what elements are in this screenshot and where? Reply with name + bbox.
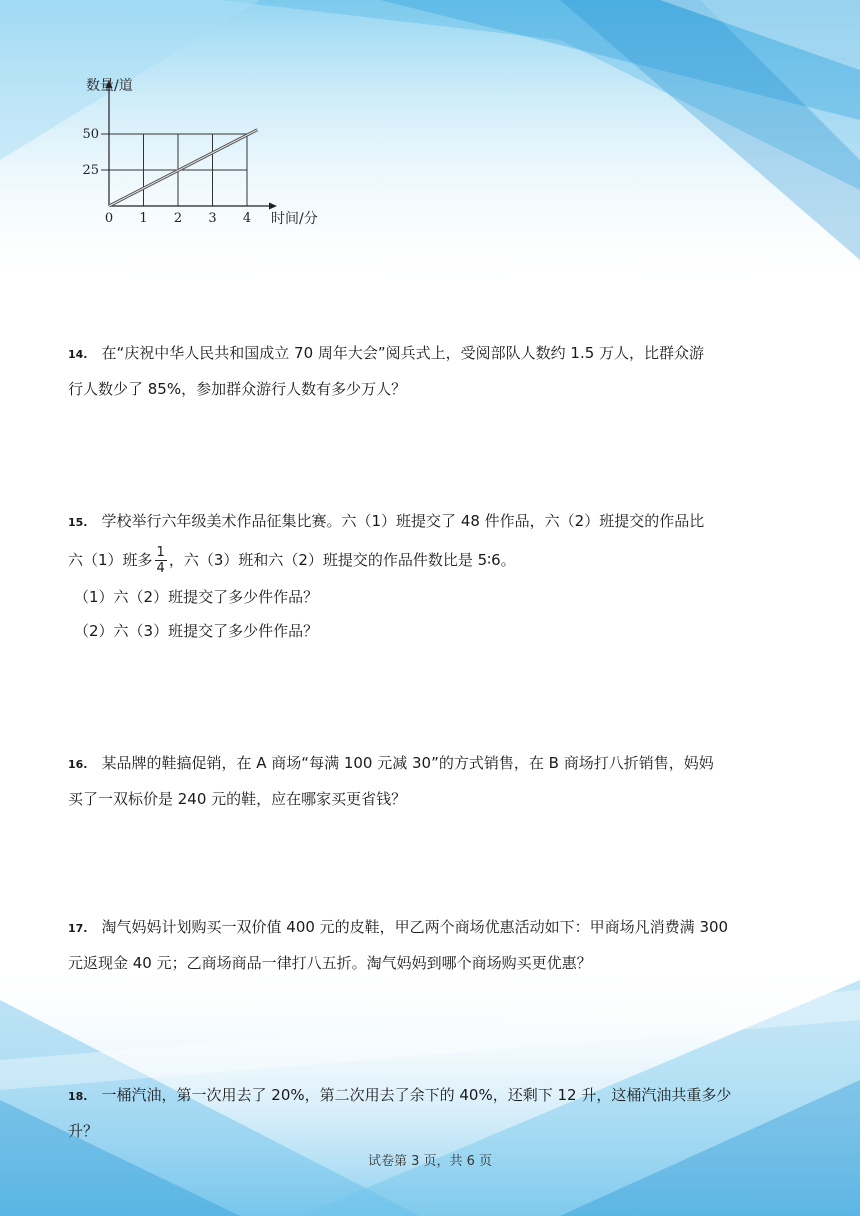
question-number: 17. (68, 922, 88, 935)
series-line-highlight (109, 130, 257, 206)
chart-svg (80, 70, 350, 230)
question-text: 买了一双标价是 240 元的鞋，应在哪家买更省钱？ (68, 790, 407, 808)
x-tick-label: 3 (208, 211, 217, 226)
chart-series (109, 130, 257, 206)
y-axis-label: 数量/道 (86, 78, 133, 94)
question-text: 六（1）班多 (68, 551, 153, 569)
x-axis-arrow (269, 203, 277, 210)
question-14 (68, 336, 808, 406)
question-18 (68, 1078, 808, 1148)
x-tick-label: 0 (104, 211, 114, 226)
question-text: 一桶汽油，第一次用去了 20%，第二次用去了余下的 40%，还剩下 12 升，这桶汽油共重多少 (101, 1086, 732, 1104)
y-tick-label: 25 (82, 163, 99, 178)
page-footer: 试卷第 3 页，共 6 页 (367, 1154, 493, 1169)
question-15 (68, 504, 808, 648)
x-tick-label: 1 (139, 211, 148, 226)
question-text: ，六（3）班和六（2）班提交的作品件数比是 5∶6。 (168, 551, 516, 569)
question-text: 淘气妈妈计划购买一双价值 400 元的皮鞋，甲乙两个商场优惠活动如下：甲商场凡消费满 300 (101, 918, 729, 936)
x-tick-label: 4 (242, 211, 252, 226)
question-number: 15. (68, 516, 88, 529)
line-chart (80, 70, 350, 230)
question-text: 升？ (68, 1122, 99, 1140)
x-axis-label: 时间/分 (271, 211, 318, 227)
question-text: 学校举行六年级美术作品征集比赛。六（1）班提交了 48 件作品，六（2）班提交的作品比 (101, 512, 705, 530)
question-text: 某品牌的鞋搞促销，在 A 商场“每满 100 元减 30”的方式销售，在 B 商场打八折销售，妈妈 (101, 754, 714, 772)
fraction-numerator: 1 (156, 545, 165, 560)
y-tick-label: 50 (82, 127, 99, 142)
x-tick-label: 2 (173, 211, 183, 226)
question-number: 14. (68, 348, 88, 361)
fraction-denominator: 4 (156, 561, 165, 576)
sub-question-2: （2）六（3）班提交了多少件作品？ (74, 622, 319, 640)
question-16 (68, 746, 808, 816)
question-number: 16. (68, 758, 88, 771)
sub-question-1: （1）六（2）班提交了多少件作品？ (74, 588, 319, 606)
fraction (155, 545, 167, 576)
question-text: 在“庆祝中华人民共和国成立 70 周年大会”阅兵式上，受阅部队人数约 1.5 万人，比群众游 (101, 344, 705, 362)
question-text: 行人数少了 85%，参加群众游行人数有多少万人？ (68, 380, 407, 398)
question-text: 元返现金 40 元；乙商场商品一律打八五折。淘气妈妈到哪个商场购买更优惠？ (68, 954, 592, 972)
question-17 (68, 910, 808, 980)
question-number: 18. (68, 1090, 88, 1103)
chart-axes (106, 80, 278, 210)
